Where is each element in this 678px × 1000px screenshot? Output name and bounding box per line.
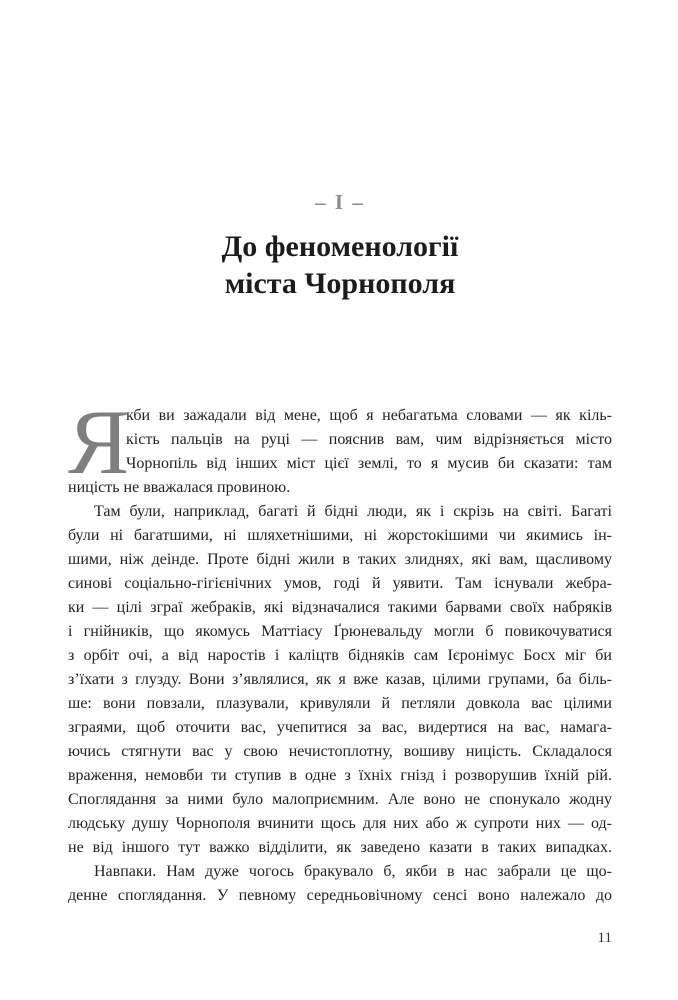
body-line: не від іншого тут важко відділити, як заведено казати в таких випадках. xyxy=(68,839,612,856)
body-line: Споглядання за ними було малоприємним. Але воно не спонукало жодну xyxy=(68,791,612,808)
body-line: ше: вони повзали, плазували, кривуляли й петляли довкола вас цілими xyxy=(68,695,612,712)
body-line: зграями, щоб оточити вас, учепитися за вас, видертися на вас, намага- xyxy=(68,719,612,736)
body-line: Чорнопіль від інших міст цієї землі, то я мусив би сказати: там xyxy=(126,455,612,472)
body-line: ницість не вважалася провиною. xyxy=(68,479,291,496)
body-line: враження, немовби ти ступив в одне з їхніх гнізд і розворушив їхній рій. xyxy=(68,767,612,784)
paragraph-3 xyxy=(68,860,612,908)
chapter-title xyxy=(38,228,642,302)
body-line: з орбіт очі, а від наростів і каліцтв бідняків сам Ієронімус Босх міг би xyxy=(68,647,612,664)
body-line: ки — цілі зграї жебраків, які відзначалися такими барвами своїх набряків xyxy=(68,599,612,616)
body-line: синові соціально-гігієнічних умов, годі й уявити. Там існували жебра- xyxy=(68,575,612,592)
drop-cap: Я xyxy=(68,391,130,493)
body-line: кби ви зажадали від мене, щоб я небагатьма словами — як кіль- xyxy=(126,407,612,424)
body-line: людську душу Чорнополя вчинити щось для них або ж супроти них — од- xyxy=(68,815,612,832)
body-line: Там були, наприклад, багаті й бідні люди, як і скрізь на світі. Багаті xyxy=(94,503,612,520)
body-line: і гнійників, що якомусь Маттіасу Ґрюневальду могли б повикочуватися xyxy=(68,623,612,640)
chapter-title-line-1: До феноменології xyxy=(221,230,459,263)
paragraph-1 xyxy=(68,391,612,500)
body-line: ючись стягнути вас у свою нечистоплотну, вошиву ницість. Складалося xyxy=(68,743,612,760)
body-line: денне споглядання. У певному середньовічному сенсі воно належало до xyxy=(68,887,612,904)
body-line: Навпаки. Нам дуже чогось бракувало б, якби в нас забрали це що- xyxy=(94,863,612,880)
paragraph-2 xyxy=(68,500,612,860)
page-number: 11 xyxy=(597,930,612,946)
body-text xyxy=(68,391,612,908)
body-line: кість пальців на руці — пояснив вам, чим відрізняється місто xyxy=(126,431,612,448)
body-line: з’їхати з глузду. Вони з’являлися, як я вже казав, цілими групами, ба біль- xyxy=(68,671,612,688)
body-line: шими, ніж деінде. Проте бідні жили в таких злиднях, які вам, щасливому xyxy=(68,551,612,568)
chapter-number: – I – xyxy=(315,190,365,214)
body-line: були ні багатшими, ні шляхетнішими, ні жорстокішими чи якимись ін- xyxy=(68,527,612,544)
chapter-title-line-2: міста Чорнополя xyxy=(224,267,456,300)
